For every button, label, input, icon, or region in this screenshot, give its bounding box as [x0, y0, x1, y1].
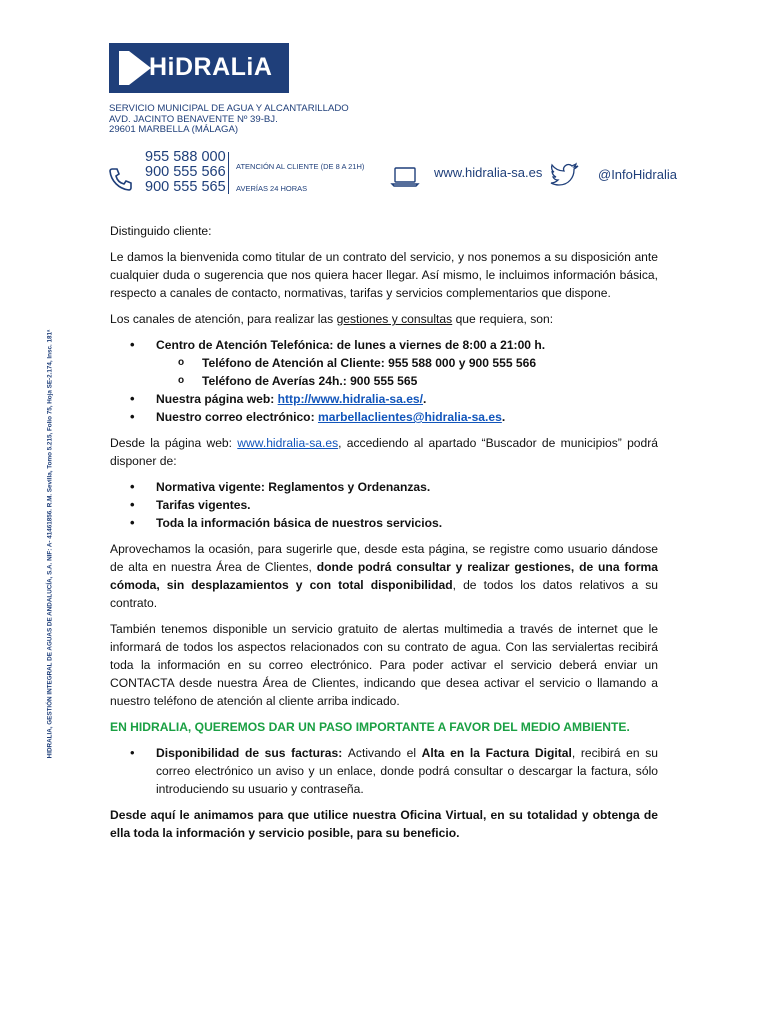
list-item: • Toda la información básica de nuestros servicios. — [110, 514, 658, 532]
channels-text-end: que requiera, son: — [452, 312, 554, 326]
register-text: Aprovechamos la ocasión, para sugerirle que, desde esta página, se registre como usuario dándose de alta en nuestra Área de Clientes, — [110, 542, 658, 574]
email-link[interactable]: marbellaclientes@hidralia-sa.es — [317, 410, 502, 424]
list-item: • Tarifas vigentes. — [110, 496, 658, 514]
phone-number[interactable]: 900 555 566 — [145, 164, 226, 180]
phone-numbers — [145, 150, 226, 195]
list-item — [110, 744, 658, 798]
laptop-icon — [390, 165, 420, 189]
website-link[interactable]: www.hidralia-sa.es — [434, 165, 543, 180]
logo-mark-arrow — [129, 51, 151, 85]
channels-underlined: gestiones y consultas — [336, 312, 453, 326]
address-line: SERVICIO MUNICIPAL DE AGUA Y ALCANTARILLADO — [109, 103, 349, 114]
twitter-handle[interactable]: @InfoHidralia — [598, 167, 677, 182]
divider — [228, 152, 229, 194]
company-address — [109, 104, 349, 136]
breakdowns-label: AVERÍAS 24 HORAS — [236, 184, 308, 193]
intro-paragraph: Le damos la bienvenida como titular de un contrato del servicio, y nos ponemos a su disposición ante cualquier duda o sugerencia que nos quiera hacer llegar. Así mismo, le incluimos información básica, respecto a canales de contacto, normativas, tarifas y servicios complementarios que dispone. — [110, 250, 658, 300]
letter-body — [110, 222, 658, 850]
invoice-text-2: , recibirá en su correo electrónico un aviso y un enlace, donde podrá consultar o descargar la factura, sólo introduciendo su usuario y contraseña. — [156, 746, 658, 796]
web-label: Nuestra página web: — [156, 392, 278, 406]
invoice-bold: Disponibilidad de sus facturas: — [156, 746, 348, 760]
email-end: . — [501, 410, 506, 424]
register-paragraph — [110, 540, 658, 612]
legal-sidebar — [43, 296, 57, 792]
address-line: AVD. JACINTO BENAVENTE Nº 39-BJ. — [109, 113, 278, 125]
from-web-text: Desde la página web: — [110, 436, 238, 450]
from-web-link[interactable]: www.hidralia-sa.es — [237, 436, 339, 450]
phone-number[interactable]: 955 588 000 — [145, 149, 226, 165]
company-logo — [109, 43, 289, 93]
invoice-bold-2: Alta en la Factura Digital — [421, 746, 572, 760]
register-text-end: , de todos los datos relativos a su contrato. — [110, 578, 658, 610]
twitter-icon — [550, 162, 580, 188]
attention-hours-label: ATENCIÓN AL CLIENTE (DE 8 A 21H) — [236, 162, 365, 171]
invoice-list — [110, 744, 658, 798]
list-subitem: o Teléfono de Atención al Cliente: 955 588 000 y 900 555 566 — [110, 354, 658, 372]
phone-number[interactable]: 900 555 565 — [145, 179, 226, 195]
logo-text: HiDRALiA — [149, 53, 273, 81]
channels-paragraph — [110, 310, 658, 328]
phone-icon — [108, 166, 134, 192]
environment-heading: EN HIDRALIA, QUEREMOS DAR UN PASO IMPORTANTE A FAVOR DEL MEDIO AMBIENTE. — [110, 720, 630, 734]
channels-list — [110, 336, 658, 426]
list-item: • Centro de Atención Telefónica: de lunes a viernes de 8:00 a 21:00 h. — [110, 336, 658, 354]
legal-text: HIDRALIA, GESTIÓN INTEGRAL DE AGUAS DE ANDALUCÍA, S.A. NIF: A- 41461856. R.M. Sevilla, Tomo 5.215, Folio 75, Hoja SE-2.174, Insc. 181ª — [46, 329, 54, 759]
web-contents-list — [110, 478, 658, 532]
email-label: Nuestro correo electrónico: — [156, 410, 318, 424]
list-subitem: o Teléfono de Averías 24h.: 900 555 565 — [110, 372, 658, 390]
list-item: • Normativa vigente: Reglamentos y Ordenanzas. — [110, 478, 658, 496]
web-link[interactable]: http://www.hidralia-sa.es/ — [277, 392, 424, 406]
logo-mark — [119, 51, 129, 85]
alerts-paragraph: También tenemos disponible un servicio gratuito de alertas multimedia a través de internet que le informará de todos los aspectos relacionados con su contrato de agua. Con las servialertas recibirá toda la información en su correo electrónico. Para poder activar el servicio deberá enviar un CONTACTA desde nuestra Área de Clientes, indicando que desea activar el servicio o llamando a nuestro teléfono de atención al cliente arriba indicado. — [110, 622, 658, 708]
from-web-text-end: , accediendo al apartado “Buscador de municipios” podrá disponer de: — [110, 436, 658, 468]
channels-text: Los canales de atención, para realizar las — [110, 312, 337, 326]
list-item — [110, 390, 658, 408]
invoice-text: Activando el — [347, 746, 422, 760]
greeting: Distinguido cliente: — [110, 224, 212, 238]
closing-paragraph: Desde aquí le animamos para que utilice nuestra Oficina Virtual, en su totalidad y obtenga de ella toda la información y servicio posible, para su beneficio. — [110, 808, 658, 840]
contact-bar — [0, 148, 768, 198]
from-web-paragraph — [110, 434, 658, 470]
list-item — [110, 408, 658, 426]
address-line: 29601 MARBELLA (MÁLAGA) — [109, 124, 239, 135]
web-end: . — [423, 392, 427, 406]
register-bold: donde podrá consultar y realizar gestiones, de una forma cómoda, sin desplazamientos y con total disponibilidad — [110, 560, 659, 592]
